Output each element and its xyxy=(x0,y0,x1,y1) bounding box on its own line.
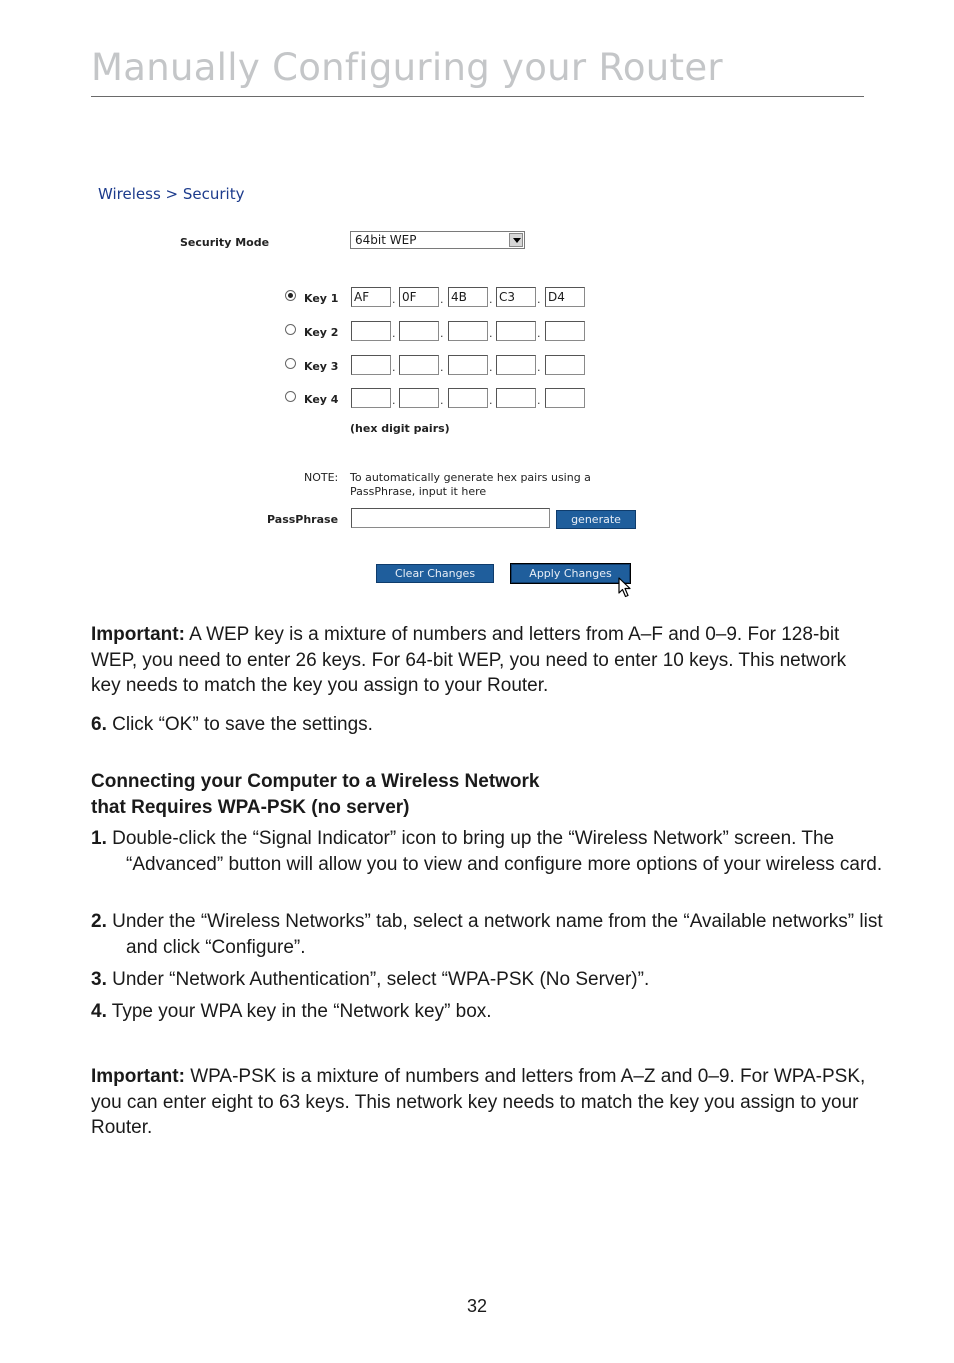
key-3-label: Key 3 xyxy=(304,360,339,373)
key-4-field-1[interactable] xyxy=(351,388,391,408)
key-separator: . xyxy=(537,327,541,340)
key-2-label: Key 2 xyxy=(304,326,339,339)
key-2-field-5[interactable] xyxy=(545,321,585,341)
key-4-field-5[interactable] xyxy=(545,388,585,408)
step-number: 4. xyxy=(91,1001,107,1022)
key-4-radio[interactable] xyxy=(285,391,296,402)
step-text: Under the “Wireless Networks” tab, select a network name from the “Available networks” list and click “Configure”. xyxy=(106,911,883,958)
key-1-field-3[interactable]: 4B xyxy=(448,287,488,307)
key-separator: . xyxy=(440,361,444,374)
key-separator: . xyxy=(489,394,493,407)
key-3-field-1[interactable] xyxy=(351,355,391,375)
clear-changes-button[interactable]: Clear Changes xyxy=(376,564,494,583)
key-1-field-4[interactable]: C3 xyxy=(496,287,536,307)
key-1-radio[interactable] xyxy=(285,290,296,301)
step-4 xyxy=(91,999,886,1025)
step-2 xyxy=(91,909,886,960)
step-number: 1. xyxy=(91,828,107,849)
step-text: Under “Network Authentication”, select “WPA-PSK (No Server)”. xyxy=(106,969,650,990)
security-mode-value: 64bit WEP xyxy=(355,233,417,247)
step-3 xyxy=(91,967,886,993)
breadcrumb[interactable]: Wireless > Security xyxy=(98,185,245,203)
passphrase-input[interactable] xyxy=(351,508,550,528)
key-2-field-1[interactable] xyxy=(351,321,391,341)
key-1-field-2[interactable]: 0F xyxy=(399,287,439,307)
apply-changes-button[interactable]: Apply Changes xyxy=(511,564,630,583)
key-separator: . xyxy=(440,293,444,306)
key-separator: . xyxy=(537,361,541,374)
key-separator: . xyxy=(489,327,493,340)
step-number: 2. xyxy=(91,911,107,932)
passphrase-label: PassPhrase xyxy=(267,513,339,526)
key-2-radio[interactable] xyxy=(285,324,296,335)
note-label: NOTE: xyxy=(304,471,339,484)
key-separator: . xyxy=(537,394,541,407)
page-number: 32 xyxy=(466,1296,488,1316)
key-separator: . xyxy=(489,293,493,306)
key-separator: . xyxy=(392,327,396,340)
section-heading xyxy=(91,769,871,820)
key-4-field-3[interactable] xyxy=(448,388,488,408)
important-wpa-paragraph xyxy=(91,1064,871,1141)
step-text: Click “OK” to save the settings. xyxy=(106,714,373,735)
key-4-label: Key 4 xyxy=(304,393,339,406)
hex-hint: (hex digit pairs) xyxy=(350,422,450,435)
key-3-field-5[interactable] xyxy=(545,355,585,375)
key-1-field-5[interactable]: D4 xyxy=(545,287,585,307)
key-3-radio[interactable] xyxy=(285,358,296,369)
security-mode-label: Security Mode xyxy=(180,236,270,249)
step-6 xyxy=(91,712,871,738)
key-2-field-4[interactable] xyxy=(496,321,536,341)
step-text: Type your WPA key in the “Network key” box. xyxy=(106,1001,492,1022)
title-divider xyxy=(91,96,864,97)
key-2-field-3[interactable] xyxy=(448,321,488,341)
step-1 xyxy=(91,826,886,877)
step-number: 3. xyxy=(91,969,107,990)
key-separator: . xyxy=(440,327,444,340)
note-text-line1: To automatically generate hex pairs using a xyxy=(350,471,591,484)
note-text-line2: PassPhrase, input it here xyxy=(350,485,487,498)
section-heading-line2: that Requires WPA-PSK (no server) xyxy=(91,796,410,818)
mouse-cursor-icon xyxy=(618,577,632,599)
key-4-field-2[interactable] xyxy=(399,388,439,408)
key-2-field-2[interactable] xyxy=(399,321,439,341)
step-text: Double-click the “Signal Indicator” icon to bring up the “Wireless Network” screen. The “Advanced” button will allow you to view and configure more options of your wireless card. xyxy=(106,828,883,875)
step-number: 6. xyxy=(91,714,107,735)
key-3-field-3[interactable] xyxy=(448,355,488,375)
key-separator: . xyxy=(392,394,396,407)
section-heading-line1: Connecting your Computer to a Wireless Network xyxy=(91,771,540,792)
key-4-field-4[interactable] xyxy=(496,388,536,408)
chevron-down-icon[interactable] xyxy=(509,233,523,247)
important-text: WPA-PSK is a mixture of numbers and letters from A–Z and 0–9. For WPA-PSK, you can enter eight to 63 keys. This network key needs to match the key you assign to your Router. xyxy=(91,1066,866,1138)
important-wep-paragraph xyxy=(91,622,871,699)
key-1-field-1[interactable]: AF xyxy=(351,287,391,307)
key-separator: . xyxy=(537,293,541,306)
generate-button[interactable]: generate xyxy=(556,510,636,529)
key-separator: . xyxy=(489,361,493,374)
important-lead: Important: xyxy=(91,1066,185,1087)
key-3-field-2[interactable] xyxy=(399,355,439,375)
page-title: Manually Configuring your Router xyxy=(91,46,723,89)
important-lead: Important: xyxy=(91,624,185,645)
key-1-label: Key 1 xyxy=(304,292,339,305)
key-separator: . xyxy=(440,394,444,407)
key-separator: . xyxy=(392,361,396,374)
important-text: A WEP key is a mixture of numbers and letters from A–F and 0–9. For 128-bit WEP, you need to enter 26 keys. For 64-bit WEP, you need to enter 10 keys. This network key needs to match the key you assign to your Router. xyxy=(91,624,847,696)
security-mode-select[interactable] xyxy=(350,231,525,249)
key-separator: . xyxy=(392,293,396,306)
key-3-field-4[interactable] xyxy=(496,355,536,375)
